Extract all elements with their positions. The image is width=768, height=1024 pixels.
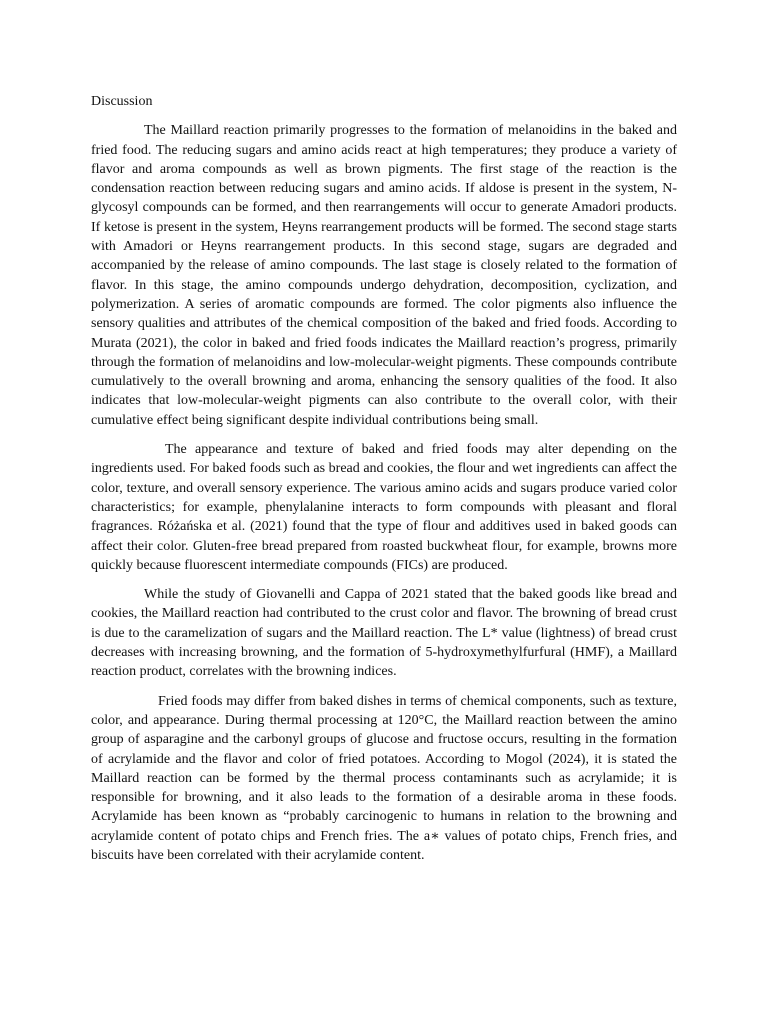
paragraph-maillard-stages: The Maillard reaction primarily progresses to the formation of melanoidins in the baked and fried food. The reducing sugars and amino acids react at high temperatures; they produce a variety of flavor and aroma compounds as well as brown pigments. The first stage of the reaction is the condensation reaction between reducing sugars and amino acids. If aldose is present in the system, N-glycosyl compounds can be formed, and then rearrangements will occur to generate Amadori products. If ketose is present in the system, Heyns rearrangement products will be formed. The second stage starts with Amadori or Heyns rearrangement products. In this second stage, sugars are degraded and accompanied by the release of amino compounds. The last stage is closely related to the formation of flavor. In this stage, the amino compounds undergo dehydration, decomposition, cyclization, and polymerization. A series of aromatic compounds are formed. The color pigments also influence the sensory qualities and attributes of the chemical composition of the baked and fried foods. According to Murata (2021), the color in baked and fried foods indicates the Maillard reaction’s progress, primarily through the formation of melanoidins and low-molecular-weight pigments. These compounds contribute cumulatively to the overall browning and aroma, enhancing the sensory qualities of the food. It also indicates that low-molecular-weight pigments can also contribute to the overall color, with their cumulative effect being significant despite individual contributions being small. <box>91 123 677 428</box>
paragraph-fried-foods: Fried foods may differ from baked dishes in terms of chemical components, such as texture, color, and appearance. During thermal processing at 120°C, the Maillard reaction between the amino group of asparagine and the carbonyl groups of glucose and fructose occurs, resulting in the formation of acrylamide and the flavor and color of fried potatoes. According to Mogol (2024), it is stated the Maillard reaction can be formed by the thermal process contaminants such as acrylamide; it is responsible for browning, and it also leads to the formation of a desirable aroma in these foods. Acrylamide has been known as “probably carcinogenic to humans in relation to the browning and acrylamide content of potato chips and French fries. The a∗ values of potato chips, French fries, and biscuits have been correlated with their acrylamide content. <box>91 693 677 863</box>
paragraph-bread-crust: While the study of Giovanelli and Cappa of 2021 stated that the baked goods like bread and cookies, the Maillard reaction had contributed to the crust color and flavor. The browning of bread crust is due to the caramelization of sugars and the Maillard reaction. The L* value (lightness) of bread crust decreases with increasing browning, and the formation of 5-hydroxymethylfurfural (HMF), a Maillard reaction product, correlates with the browning indices. <box>91 587 677 680</box>
section-heading: Discussion <box>91 94 153 109</box>
paragraph-baked-ingredients: The appearance and texture of baked and fried foods may alter depending on the ingredients used. For baked foods such as bread and cookies, the flour and wet ingredients can affect the color, texture, and overall sensory experience. The various amino acids and sugars produce varied color characteristics; for example, phenylalanine interacts to form compounds with pleasant and floral fragrances. Różańska et al. (2021) found that the type of flour and additives used in baked goods can affect their color. Gluten-free bread prepared from roasted buckwheat flour, for example, browns more quickly because fluorescent intermediate compounds (FICs) are produced. <box>91 442 677 573</box>
document-page <box>91 92 677 875</box>
